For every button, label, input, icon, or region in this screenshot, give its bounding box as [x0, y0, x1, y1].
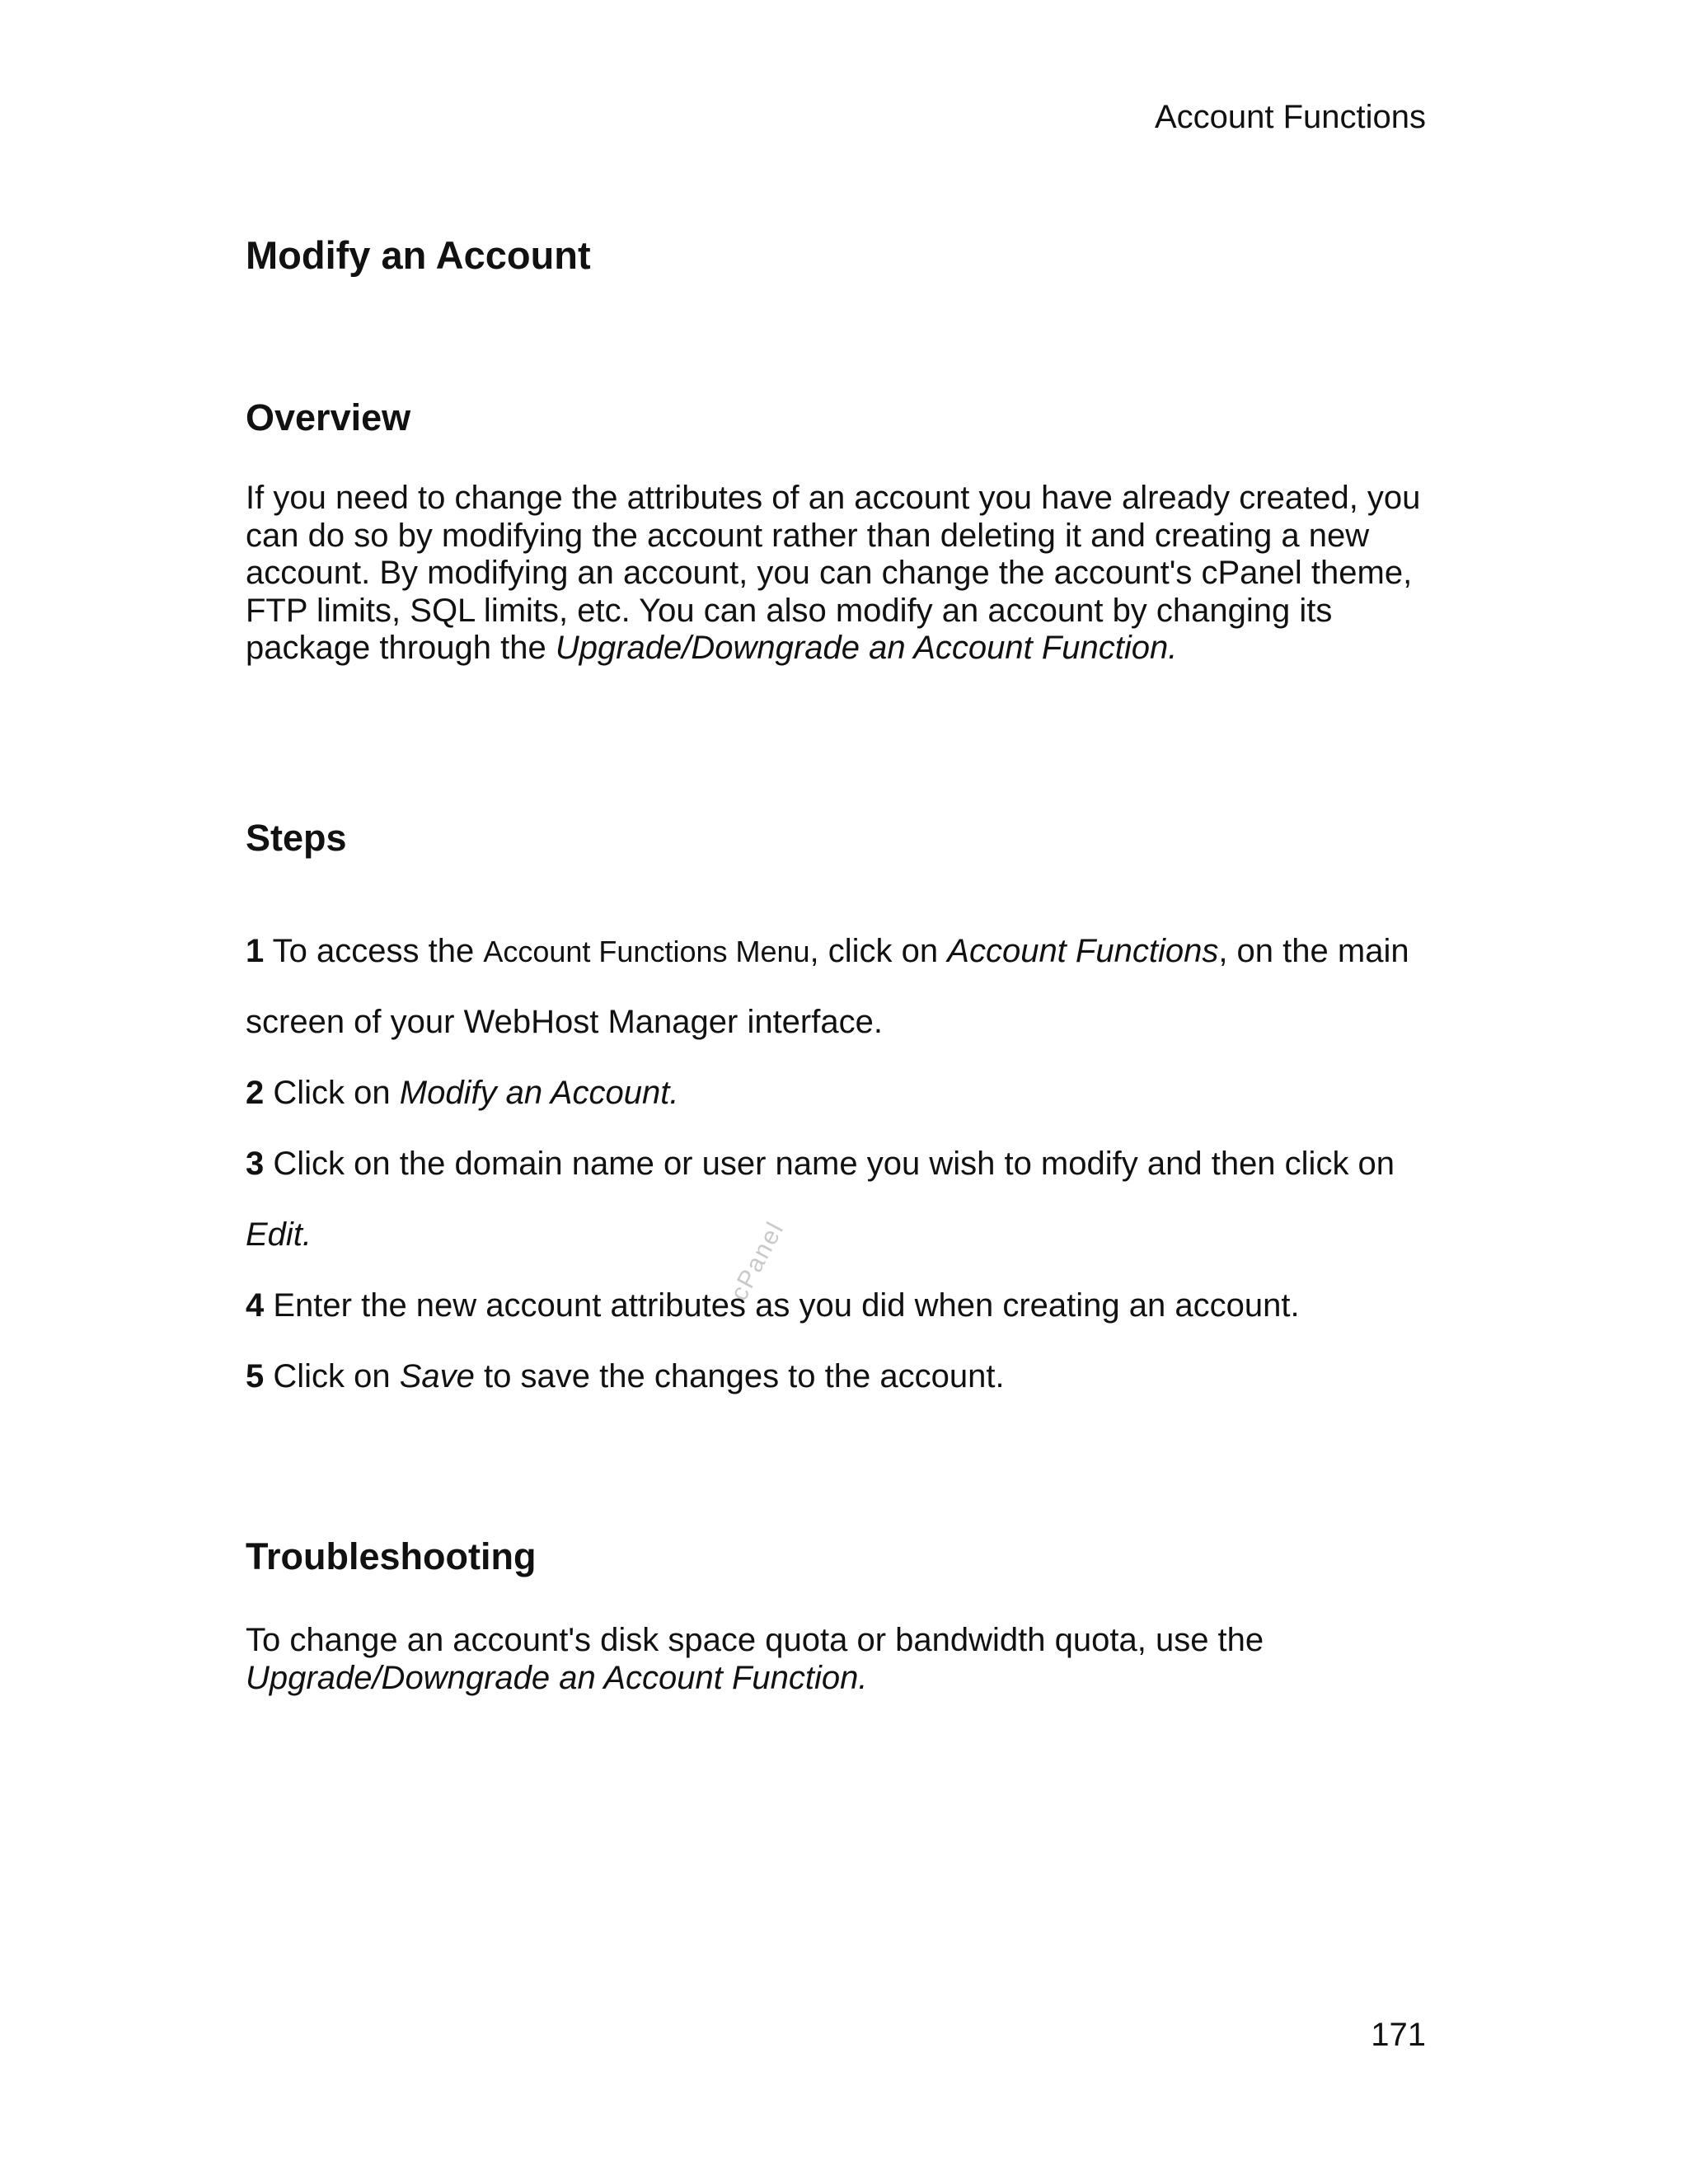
- troubleshooting-text: To change an account's disk space quota or bandwidth quota, use the: [246, 1622, 1264, 1658]
- step-text: Click on the domain name or user name you wish to modify and then click on: [264, 1146, 1395, 1182]
- page-number: 171: [1371, 2017, 1426, 2053]
- step-1: [246, 931, 1465, 972]
- step-italic-text: Account Functions: [947, 933, 1219, 969]
- step-italic-text: Modify an Account.: [399, 1075, 679, 1111]
- troubleshooting-paragraph: [246, 1622, 1449, 1697]
- step-text: , on the main: [1218, 933, 1409, 969]
- troubleshooting-italic-text: Upgrade/Downgrade an Account Function.: [246, 1659, 868, 1696]
- overview-heading: Overview: [246, 396, 411, 438]
- overview-text: If you need to change the attributes of an account you have already created, you can do so by modifying the account rather than deleting it and creating a new account. By modifying an account, you can change the account's cPanel theme, FTP limits, SQL limits, etc. You can also modify an account by changing its package through the: [246, 480, 1421, 666]
- step-number: 1: [246, 933, 265, 969]
- overview-paragraph: [246, 480, 1449, 668]
- step-text: to save the changes to the account.: [474, 1358, 1005, 1394]
- step-text: Click on: [264, 1075, 400, 1111]
- step-text: Click on: [264, 1358, 400, 1394]
- step-text: Account Functions Menu: [483, 935, 810, 968]
- page-title: Modify an Account: [246, 233, 591, 277]
- step-number: 3: [246, 1146, 265, 1182]
- step-5: [246, 1357, 1465, 1396]
- running-header: Account Functions: [1154, 99, 1426, 135]
- step-4: [246, 1286, 1465, 1325]
- troubleshooting-heading: Troubleshooting: [246, 1535, 537, 1577]
- step-text: Enter the new account attributes as you did when creating an account.: [264, 1287, 1300, 1324]
- step-1-continued: screen of your WebHost Manager interface.: [246, 1004, 883, 1040]
- step-italic-text: Edit.: [246, 1216, 312, 1253]
- watermark: cPanel: [725, 1216, 790, 1305]
- step-number: 4: [246, 1287, 265, 1324]
- step-3-continued: [246, 1215, 1465, 1254]
- overview-italic-text: Upgrade/Downgrade an Account Function.: [555, 630, 1178, 666]
- steps-heading: Steps: [246, 817, 347, 859]
- step-2: [246, 1073, 1465, 1113]
- step-italic-text: Save: [399, 1358, 475, 1394]
- step-text: To access the: [264, 933, 484, 969]
- step-text: , click on: [809, 933, 948, 969]
- step-number: 2: [246, 1075, 265, 1111]
- step-number: 5: [246, 1358, 265, 1394]
- step-3: [246, 1144, 1465, 1183]
